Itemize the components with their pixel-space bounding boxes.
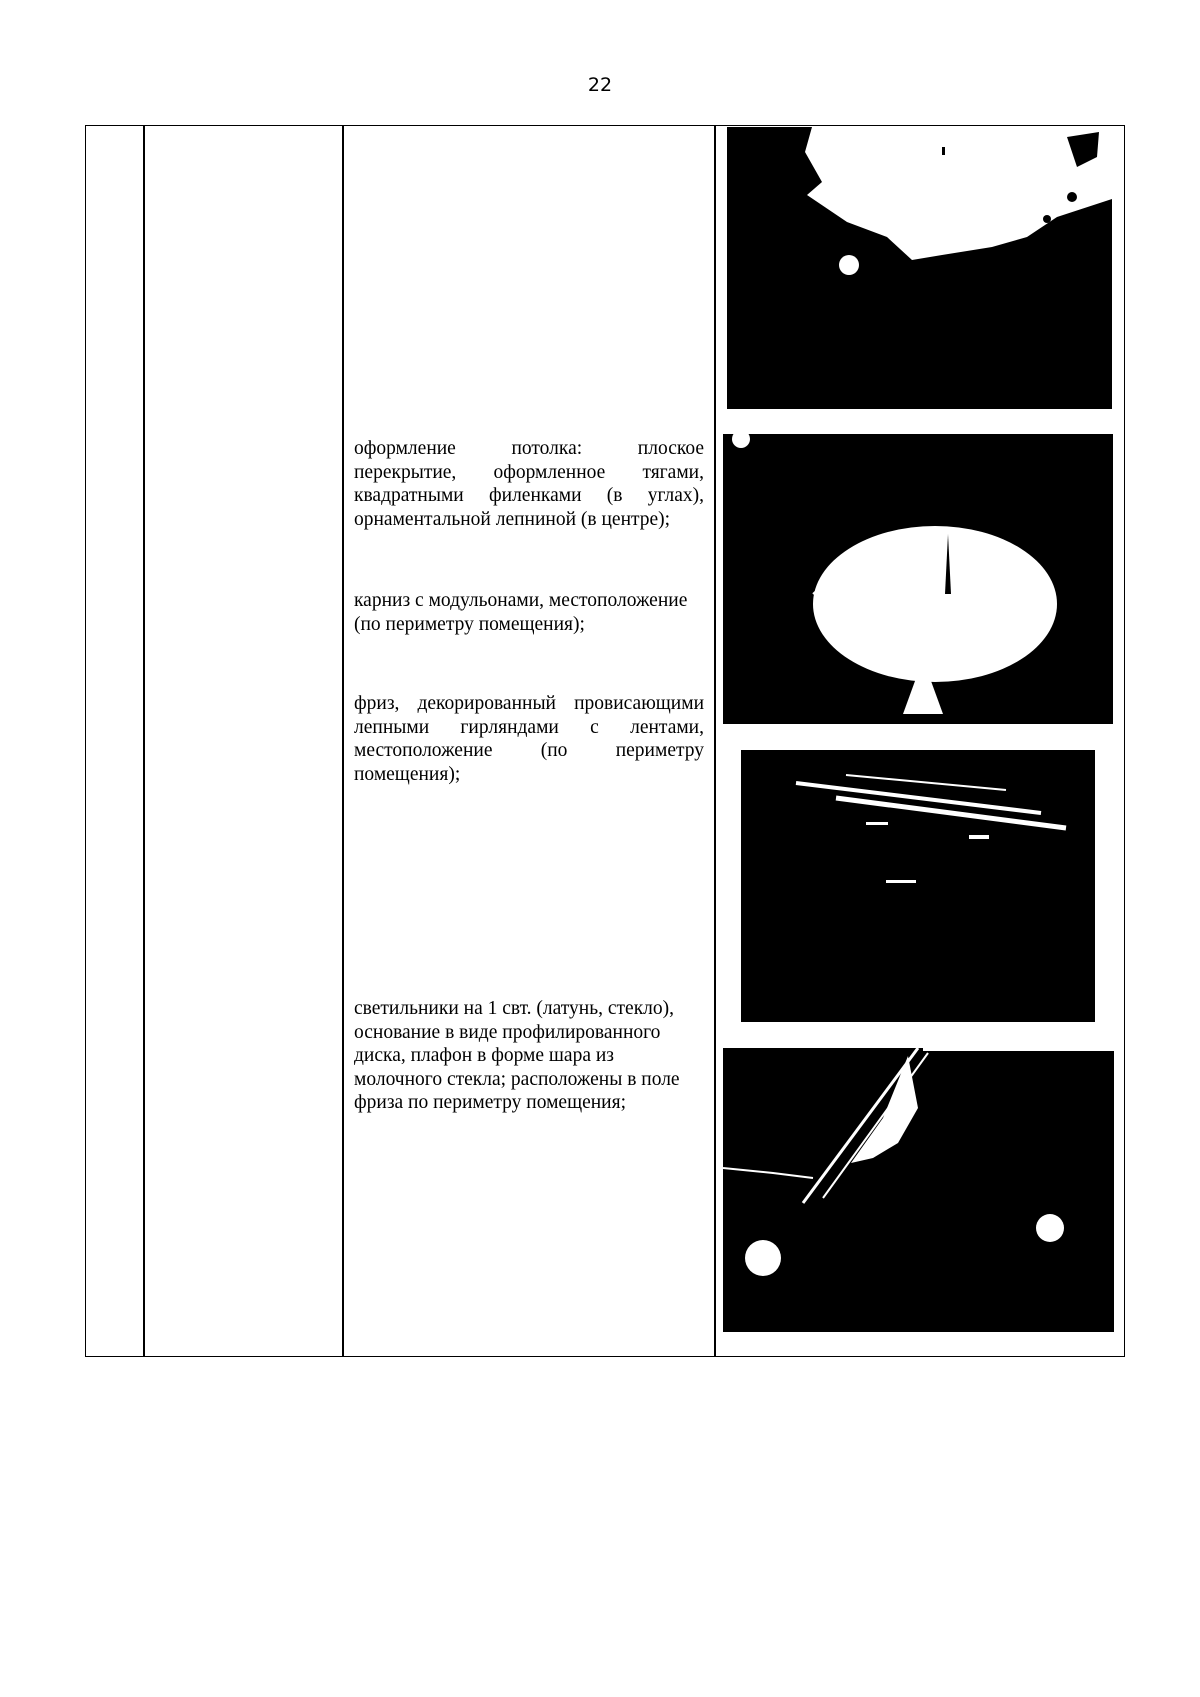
- description-cornice: карниз с модульонами, местоположение (по периметру помещения);: [354, 590, 688, 635]
- description-ceiling: оформление потолка: плоское перекрытие, оформленное тягами, квадратными филенками (в углах), орнаментальной лепниной (в центре);: [354, 438, 704, 530]
- ceiling-photo: [727, 127, 1112, 409]
- ceiling-rosette-photo: [723, 434, 1113, 724]
- frieze-photo: [741, 750, 1095, 1022]
- description-frieze: фриз, декорированный провисающими лепными гирляндами с лентами, местоположение (по периметру помещения);: [354, 693, 704, 785]
- description-lamps: светильники на 1 свт. (латунь, стекло), основание в виде профилированного диска, плафон в форме шара из молочного стекла; расположены в поле фриза по периметру помещения;: [354, 998, 680, 1113]
- column-divider: [143, 126, 145, 1356]
- column-divider: [714, 126, 716, 1356]
- column-divider: [342, 126, 344, 1356]
- page-number: 22: [587, 74, 613, 96]
- lamps-photo: [723, 1048, 1114, 1332]
